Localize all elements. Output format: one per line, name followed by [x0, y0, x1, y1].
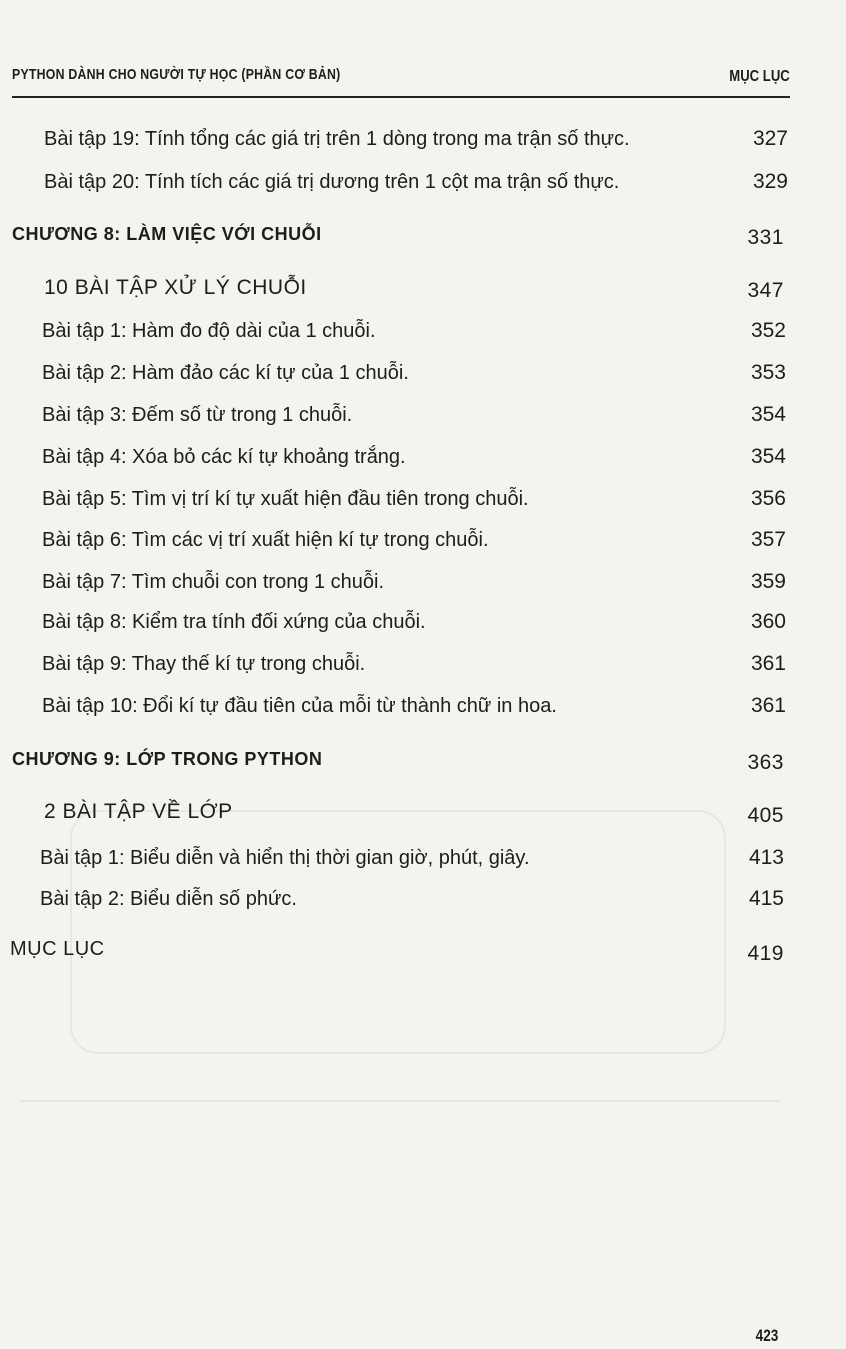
toc-entry-page: 354 [750, 403, 786, 426]
toc-entry-page: 413 [748, 846, 784, 869]
toc-entry-page: 359 [750, 570, 786, 593]
toc-entry[interactable] [44, 124, 788, 154]
toc-entry-page: 352 [750, 319, 786, 342]
toc-entry-page: 419 [747, 942, 784, 965]
toc-entry[interactable] [40, 843, 784, 873]
toc-chapter-title: CHƯƠNG 9: LỚP TRONG PYTHON [12, 749, 323, 769]
toc-entry-page: 329 [752, 170, 788, 193]
page-number: 423 [755, 1326, 778, 1345]
toc-entry-page: 327 [752, 127, 788, 150]
toc-chapter-title: CHƯƠNG 8: LÀM VIỆC VỚI CHUỖI [12, 224, 322, 244]
toc-section[interactable] [44, 797, 784, 827]
running-header [12, 62, 790, 98]
book-title-header: PYTHON DÀNH CHO NGƯỜI TỰ HỌC (PHẦN CƠ BẢN) [12, 66, 341, 83]
toc-entry-page: 354 [750, 445, 786, 468]
toc-entry[interactable] [40, 884, 784, 914]
toc-entry-title: Bài tập 7: Tìm chuỗi con trong 1 chuỗi. [42, 571, 385, 593]
toc-entry[interactable] [42, 567, 786, 597]
toc-entry[interactable] [42, 316, 786, 346]
toc-entry-page: 353 [750, 361, 786, 384]
toc-entry[interactable] [42, 691, 786, 721]
toc-entry-page: 415 [748, 887, 784, 910]
section-title-header: MỤC LỤC [729, 68, 790, 85]
toc-entry-title: MỤC LỤC [10, 938, 105, 960]
toc-entry-page: 331 [747, 226, 784, 249]
toc-entry[interactable] [42, 442, 786, 472]
toc-entry-page: 363 [747, 751, 784, 774]
toc-section-title: 10 BÀI TẬP XỬ LÝ CHUỖI [44, 276, 307, 299]
toc-entry-page: 357 [750, 528, 786, 551]
toc-entry-page: 360 [750, 610, 786, 633]
toc-entry[interactable] [42, 358, 786, 388]
toc-entry-page: 405 [747, 804, 784, 827]
toc-entry-title: Bài tập 5: Tìm vị trí kí tự xuất hiện đầu tiên trong chuỗi. [42, 488, 529, 510]
toc-entry[interactable] [42, 607, 786, 637]
toc-chapter[interactable] [12, 744, 784, 774]
toc-entry[interactable] [42, 400, 786, 430]
toc-entry-page: 347 [747, 279, 784, 302]
toc-entry[interactable] [44, 167, 788, 197]
toc-section[interactable] [44, 273, 784, 303]
toc-entry[interactable] [42, 484, 786, 514]
toc-entry-page: 356 [750, 487, 786, 510]
toc-entry-page: 361 [750, 694, 786, 717]
toc-entry-index[interactable] [10, 934, 784, 964]
toc-entry-title: Bài tập 4: Xóa bỏ các kí tự khoảng trắng. [42, 446, 406, 468]
toc-entry-title: Bài tập 19: Tính tổng các giá trị trên 1 dòng trong ma trận số thực. [44, 128, 630, 150]
toc-entry-title: Bài tập 3: Đếm số từ trong 1 chuỗi. [42, 404, 353, 426]
toc-entry-page: 361 [750, 652, 786, 675]
toc-entry-title: Bài tập 8: Kiểm tra tính đối xứng của chuỗi. [42, 611, 426, 633]
toc-entry-title: Bài tập 1: Biểu diễn và hiển thị thời gian giờ, phút, giây. [40, 847, 530, 869]
toc-entry-title: Bài tập 6: Tìm các vị trí xuất hiện kí tự trong chuỗi. [42, 529, 489, 551]
toc-entry-title: Bài tập 10: Đổi kí tự đầu tiên của mỗi từ thành chữ in hoa. [42, 695, 557, 717]
show-through-rule [20, 1100, 780, 1102]
toc-section-title: 2 BÀI TẬP VỀ LỚP [44, 800, 233, 823]
toc-chapter[interactable] [12, 219, 784, 249]
toc-entry-title: Bài tập 2: Hàm đảo các kí tự của 1 chuỗi. [42, 362, 409, 384]
toc-entry[interactable] [42, 649, 786, 679]
toc-entry-title: Bài tập 20: Tính tích các giá trị dương trên 1 cột ma trận số thực. [44, 171, 620, 193]
toc-entry-title: Bài tập 2: Biểu diễn số phức. [40, 888, 297, 910]
toc-entry-title: Bài tập 1: Hàm đo độ dài của 1 chuỗi. [42, 320, 376, 342]
toc-entry[interactable] [42, 525, 786, 555]
toc-entry-title: Bài tập 9: Thay thế kí tự trong chuỗi. [42, 653, 366, 675]
